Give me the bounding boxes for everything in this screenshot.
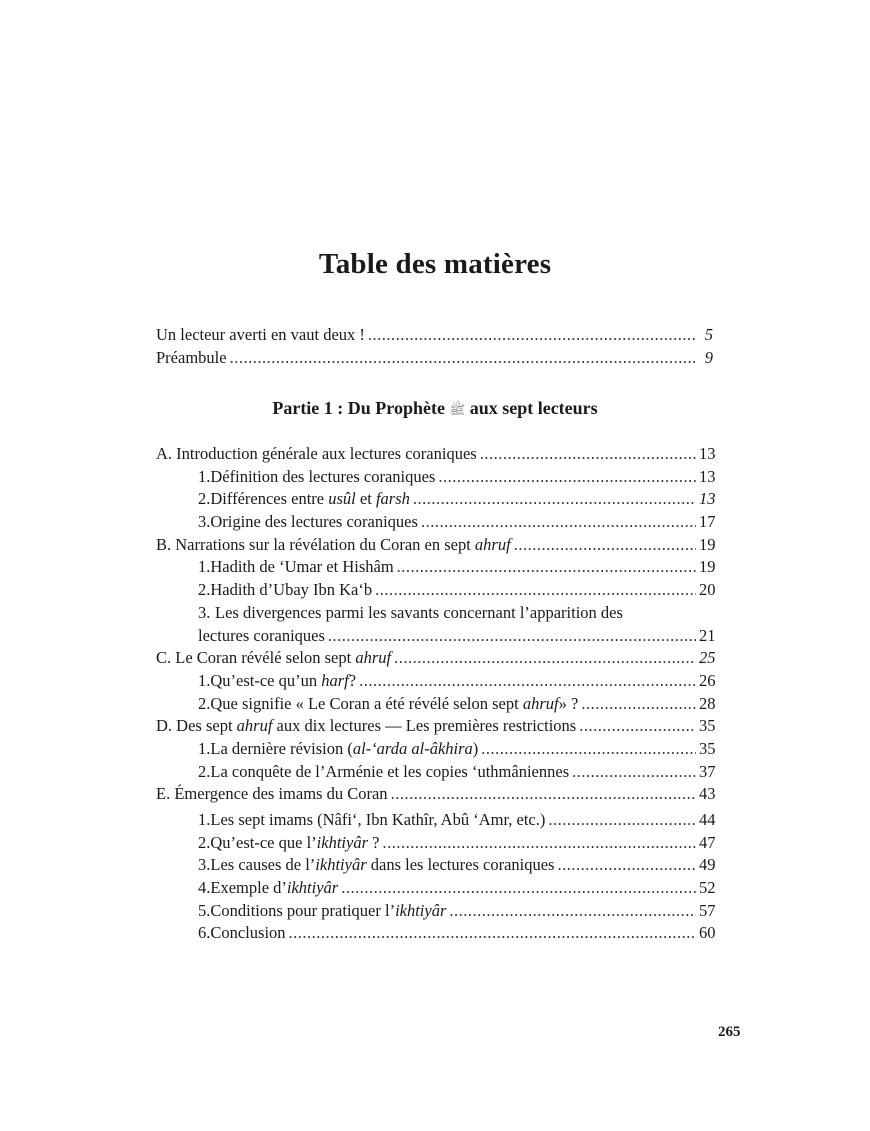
dot-leader	[480, 443, 696, 466]
pbuh-symbol: ﷺ	[449, 402, 466, 417]
dot-leader	[421, 511, 696, 534]
dot-leader	[289, 922, 696, 945]
dot-leader	[368, 324, 696, 347]
dot-leader	[230, 347, 696, 370]
dot-leader	[572, 761, 696, 784]
dot-leader	[581, 693, 696, 716]
toc-item: 1. Les sept imams (Nâfi‘, Ibn Kathîr, Abû ‘Amr, etc.) ..... 44	[156, 809, 713, 832]
toc-item: 1. Hadith de ‘Umar et Hishâm ..... 19	[156, 556, 713, 579]
toc-item: 1. La dernière révision (al-‘arda al-âkhira) ..... 35	[156, 738, 713, 761]
dot-leader	[557, 854, 696, 877]
toc-intro	[156, 324, 713, 369]
dot-leader	[328, 625, 696, 648]
dot-leader	[375, 579, 696, 602]
toc-item: 2. Différences entre usûl et farsh ..... 13	[156, 488, 713, 511]
dot-leader	[394, 647, 696, 670]
toc-item: 2. La conquête de l’Arménie et les copies ‘uthmâniennes ..... 37	[156, 761, 713, 784]
dot-leader	[579, 715, 696, 738]
toc-section-a: A. Introduction générale aux lectures coraniques ..... 13	[156, 443, 713, 466]
toc-section-d: D. Des sept ahruf aux dix lectures — Les premières restrictions ..... 35	[156, 715, 713, 738]
dot-leader	[481, 738, 696, 761]
toc-entry-preambule: Préambule ..... 9	[156, 347, 713, 370]
dot-leader	[514, 534, 696, 557]
toc-item: 4. Exemple d’ikhtiyâr ..... 52	[156, 877, 713, 900]
dot-leader	[449, 900, 696, 923]
toc-item: 5. Conditions pour pratiquer l’ikhtiyâr ..... 57	[156, 900, 713, 923]
toc-page-number: 9	[704, 347, 713, 367]
toc-item: 2. Que signifie « Le Coran a été révélé selon sept ahruf» ? ..... 28	[156, 693, 713, 716]
toc-item: 2. Qu’est-ce que l’ikhtiyâr ? ..... 47	[156, 832, 713, 855]
toc-item-continuation: lectures coraniques ..... 21	[156, 625, 713, 648]
part-heading: Partie 1 : Du Prophète ﷺ aux sept lecteurs	[272, 398, 598, 418]
toc-item: 6. Conclusion ..... 60	[156, 922, 713, 945]
dot-leader	[397, 556, 696, 579]
dot-leader	[548, 809, 696, 832]
dot-leader	[391, 783, 696, 806]
page-number: 265	[718, 1024, 741, 1040]
toc-item-wrapped: 3. Les divergences parmi les savants concernant l’apparition des	[198, 602, 623, 622]
toc-section-b: B. Narrations sur la révélation du Coran en sept ahruf ..... 19	[156, 534, 713, 557]
toc-item: 2. Hadith d’Ubay Ibn Ka‘b ..... 20	[156, 579, 713, 602]
toc-item: 3. Origine des lectures coraniques ..... 17	[156, 511, 713, 534]
dot-leader	[413, 488, 696, 511]
page-title: Table des matières	[318, 248, 552, 280]
toc-part-1	[156, 443, 716, 945]
toc-page-number: 13	[699, 444, 716, 463]
toc-page-number: 5	[704, 325, 713, 344]
dot-leader	[359, 670, 696, 693]
toc-item: 1. Qu’est-ce qu’un harf? ..... 26	[156, 670, 713, 693]
dot-leader	[438, 466, 696, 489]
dot-leader	[382, 832, 696, 855]
dot-leader	[341, 877, 696, 900]
toc-item: 1. Définition des lectures coraniques ..... 13	[156, 466, 713, 489]
toc-item: 3. Les causes de l’ikhtiyâr dans les lectures coraniques ..... 49	[156, 854, 713, 877]
toc-entry-lecteur-averti: Un lecteur averti en vaut deux ! ..... 5	[156, 324, 713, 347]
toc-section-c: C. Le Coran révélé selon sept ahruf ..... 25	[156, 647, 713, 670]
toc-section-e: E. Émergence des imams du Coran ..... 43	[156, 783, 713, 806]
